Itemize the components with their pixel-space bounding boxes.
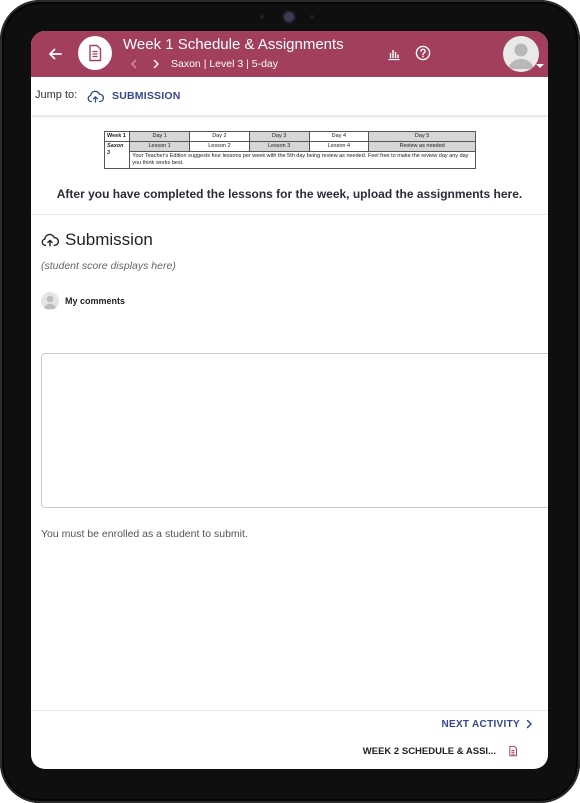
table-cell: Lesson 2 <box>190 142 250 152</box>
table-cell: Day 4 <box>309 132 369 142</box>
enroll-notice: You must be enrolled as a student to submit. <box>41 528 248 540</box>
user-avatar-icon <box>41 292 59 310</box>
app-header <box>31 31 548 77</box>
front-camera <box>284 12 294 22</box>
divider <box>31 710 548 711</box>
device-sensors <box>230 10 350 24</box>
help-circle-icon <box>415 45 431 61</box>
table-row <box>105 132 476 142</box>
help-button[interactable] <box>413 43 433 63</box>
next-activity-title-link[interactable] <box>363 744 518 758</box>
jump-label: Jump to: <box>35 89 78 101</box>
divider <box>31 214 548 215</box>
cloud-upload-icon <box>87 90 104 103</box>
submission-title: Submission <box>65 230 153 249</box>
avatar <box>41 292 59 310</box>
table-cell: Week 1 <box>105 132 130 142</box>
table-row <box>105 152 476 169</box>
table-cell: Day 2 <box>190 132 250 142</box>
previous-activity-button[interactable] <box>127 57 141 71</box>
table-cell: Lesson 4 <box>309 142 369 152</box>
submission-heading <box>41 229 153 251</box>
chevron-right-icon <box>151 59 161 69</box>
table-row <box>105 142 476 152</box>
next-activity-title: WEEK 2 SCHEDULE & ASSI... <box>362 745 496 757</box>
arrow-left-icon <box>47 46 63 62</box>
chevron-down-icon <box>536 64 544 68</box>
cloud-upload-icon <box>41 233 59 247</box>
score-placeholder: (student score displays here) <box>41 260 176 272</box>
next-activity-link[interactable] <box>441 717 534 731</box>
user-avatar-icon <box>503 36 539 72</box>
my-comments-header <box>41 292 125 310</box>
next-activity-arrow-button[interactable] <box>149 57 163 71</box>
back-button[interactable] <box>43 42 67 66</box>
sensor-dot <box>260 15 264 19</box>
table-cell: Lesson 1 <box>130 142 190 152</box>
chevron-right-icon <box>524 719 534 729</box>
table-cell: Lesson 3 <box>249 142 309 152</box>
jump-to-submission-link[interactable] <box>87 86 181 106</box>
user-avatar-button[interactable] <box>503 36 539 72</box>
document-icon <box>87 44 103 62</box>
activity-type-badge <box>78 36 112 70</box>
comments-label: My comments <box>65 296 126 306</box>
upload-instruction: After you have completed the lessons for the week, upload the assignments here. <box>56 187 523 201</box>
jump-link-label: SUBMISSION <box>112 90 181 102</box>
course-subtitle: Saxon | Level 3 | 5-day <box>171 58 279 70</box>
table-cell: Saxon 3 <box>105 142 130 169</box>
app-screen <box>31 31 548 769</box>
document-icon <box>508 745 518 757</box>
schedule-table <box>104 131 476 169</box>
chevron-left-icon <box>129 59 139 69</box>
table-cell: Day 1 <box>130 132 190 142</box>
sensor-dot <box>310 15 314 19</box>
activity-nav <box>127 56 278 72</box>
table-cell: Review as needed <box>369 142 476 152</box>
table-cell: Day 3 <box>249 132 309 142</box>
next-activity-label: NEXT ACTIVITY <box>441 718 520 730</box>
table-note-cell: Your Teacher's Edition suggests four lessons per week with the 5th day being review as needed. Feel free to make the review day any day you think works best. <box>130 152 476 169</box>
jump-bar <box>31 77 548 115</box>
stats-button[interactable] <box>384 44 404 64</box>
comment-textarea[interactable] <box>41 353 548 508</box>
page-title: Week 1 Schedule & Assignments <box>123 36 344 53</box>
table-cell: Day 5 <box>369 132 476 142</box>
bar-chart-icon <box>387 47 401 61</box>
